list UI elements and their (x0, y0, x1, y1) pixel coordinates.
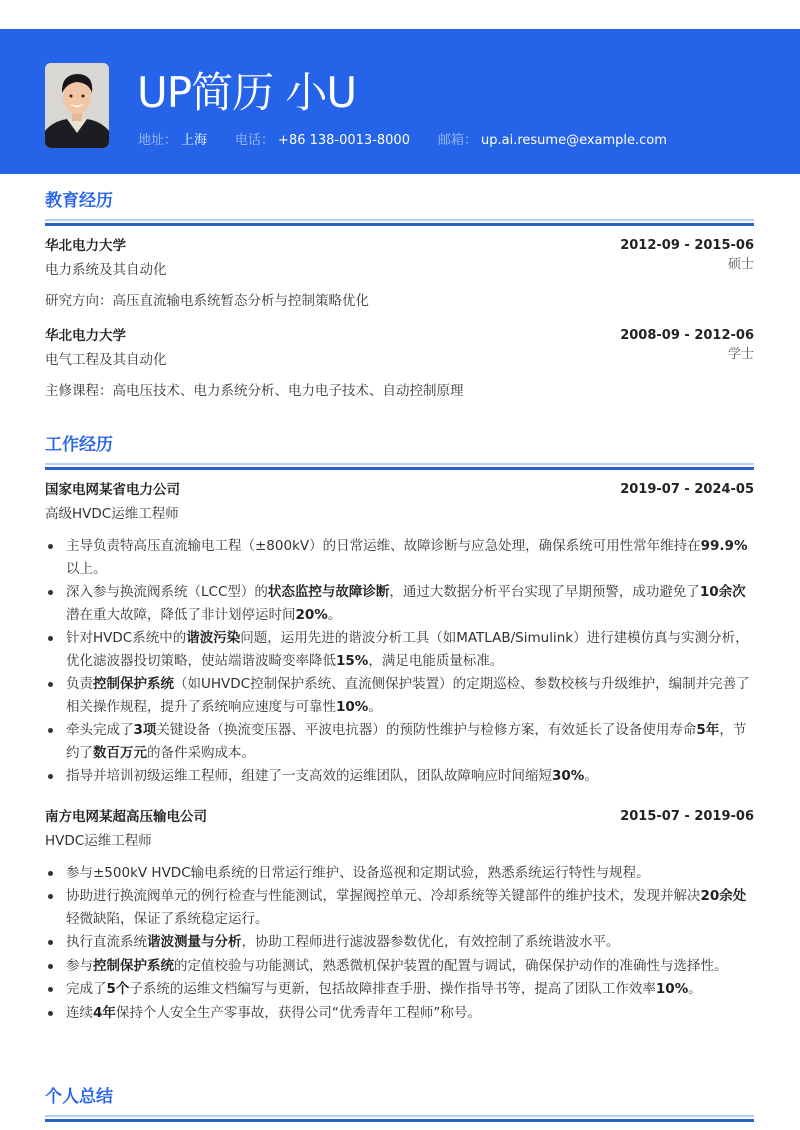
section-divider (45, 463, 754, 465)
work-entry (45, 479, 754, 788)
highlight-text: 10% (655, 981, 689, 997)
contact-email (438, 131, 667, 151)
highlight-text: 状态监控与故障诊断 (267, 584, 390, 600)
major: 电气工程及其自动化 (45, 352, 167, 368)
responsibility-list (45, 535, 754, 788)
contact-label: 地址： (138, 133, 178, 148)
highlight-text: 控制保护系统 (93, 957, 174, 974)
highlight-text: 数百万元 (93, 744, 147, 761)
company-name: 南方电网某超高压输电公司 (45, 808, 207, 825)
highlight-text: 谐波污染 (186, 630, 241, 646)
contact-value: 上海 (181, 133, 208, 148)
section-title: 教育经历 (45, 191, 113, 211)
highlight-text: 99.9% (700, 538, 748, 554)
highlight-text: 30% (552, 768, 585, 784)
education-section (45, 189, 754, 402)
work-section (45, 433, 754, 1025)
bullet-item: 连续4年保持个人安全生产零事故，获得公司“优秀青年工程师”称号。 (45, 1002, 754, 1025)
highlight-text: 20% (295, 606, 328, 623)
school-name: 华北电力大学 (45, 328, 126, 344)
highlight-text: 4年 (93, 1004, 116, 1021)
degree: 硕士 (727, 257, 754, 272)
bullet-item: 深入参与换流阀系统（LCC型）的状态监控与故障诊断，通过大数据分析平台实现了早期预警，成功避免了10余次潜在重大故障，降低了非计划停运时间20%。 (45, 581, 754, 626)
education-entry (45, 325, 754, 402)
bullet-item: 负责控制保护系统（如UHVDC控制保护系统、直流侧保护装置）的定期巡检、参数校核与升级维护，编制并完善了相关操作规程，提升了系统响应速度与可靠性10%。 (45, 673, 754, 718)
highlight-text: 5个 (106, 981, 130, 997)
bullet-item: 指导并培训初级运维工程师，组建了一支高效的运维团队，团队故障响应时间缩短30%。 (45, 765, 754, 788)
highlight-text: 3项 (133, 722, 157, 738)
company-name: 国家电网某省电力公司 (45, 482, 180, 498)
contact-address (138, 131, 207, 151)
highlight-text: 15% (336, 652, 369, 669)
section-title: 工作经历 (45, 435, 113, 455)
summary-section (45, 1085, 754, 1122)
entry-date: 2019-07 - 2024-05 (620, 482, 754, 497)
major: 电力系统及其自动化 (45, 262, 167, 278)
contact-value: +86 138-0013-8000 (278, 133, 410, 148)
job-role: 高级HVDC运维工程师 (45, 506, 179, 522)
main-courses: 主修课程：高电压技术、电力系统分析、电力电子技术、自动控制原理 (45, 383, 464, 399)
bullet-item: 针对HVDC系统中的谐波污染问题，运用先进的谐波分析工具（如MATLAB/Simulink）进行建模仿真与实测分析，优化滤波器投切策略，使站端谐波畸变率降低15%，满足电能质量标准。 (45, 627, 754, 672)
entry-date: 2012-09 - 2015-06 (620, 238, 754, 253)
section-divider (45, 219, 754, 221)
contact-phone (235, 131, 410, 151)
section-divider (45, 467, 754, 470)
highlight-text: 10余次 (699, 584, 746, 600)
bullet-item: 参与控制保护系统的定值校验与功能测试，熟悉微机保护装置的配置与调试，确保保护动作的准确性与选择性。 (45, 955, 754, 978)
section-divider (45, 223, 754, 226)
section-title: 个人总结 (45, 1087, 113, 1107)
highlight-text: 控制保护系统 (93, 676, 174, 692)
highlight-text: 5年 (696, 722, 720, 738)
highlight-text: 10% (336, 698, 369, 715)
degree: 学士 (727, 347, 754, 362)
contact-label: 电话： (235, 133, 275, 148)
school-name: 华北电力大学 (45, 238, 126, 254)
bullet-item: 参与±500kV HVDC输电系统的日常运行维护、设备巡视和定期试验，熟悉系统运行特性与规程。 (45, 862, 754, 885)
section-divider (45, 1115, 754, 1117)
candidate-name: UP简历 小U (137, 68, 357, 117)
contact-label: 邮箱： (437, 133, 477, 148)
bullet-item: 主导负责特高压直流输电工程（±800kV）的日常运维、故障诊断与应急处理，确保系统可用性常年维持在99.9%以上。 (45, 535, 754, 580)
bullet-item: 执行直流系统谐波测量与分析，协助工程师进行滤波器参数优化，有效控制了系统谐波水平。 (45, 931, 754, 954)
research-direction: 研究方向：高压直流输电系统暂态分析与控制策略优化 (45, 293, 369, 309)
job-role: HVDC运维工程师 (45, 832, 152, 849)
contact-value: up.ai.resume@example.com (481, 133, 667, 148)
highlight-text: 谐波测量与分析 (147, 934, 242, 950)
responsibility-list (45, 862, 754, 1025)
resume-header (0, 29, 800, 174)
entry-date: 2008-09 - 2012-06 (620, 328, 754, 343)
bullet-item: 完成了5个子系统的运维文档编写与更新，包括故障排查手册、操作指导书等，提高了团队工作效率10%。 (45, 978, 754, 1001)
education-entry (45, 235, 754, 312)
contact-info (138, 131, 695, 151)
section-divider (45, 1119, 754, 1122)
highlight-text: 20余处 (700, 888, 747, 904)
entry-date: 2015-07 - 2019-06 (620, 808, 754, 824)
avatar-photo (45, 63, 109, 148)
person-portrait-icon (45, 63, 109, 148)
work-entry (45, 806, 754, 1025)
bullet-item: 协助进行换流阀单元的例行检查与性能测试，掌握阀控单元、冷却系统等关键部件的维护技术，发现并解决20余处轻微缺陷，保证了系统稳定运行。 (45, 885, 754, 930)
bullet-item: 牵头完成了3项关键设备（换流变压器、平波电抗器）的预防性维护与检修方案，有效延长了设备使用寿命5年，节约了数百万元的备件采购成本。 (45, 719, 754, 764)
